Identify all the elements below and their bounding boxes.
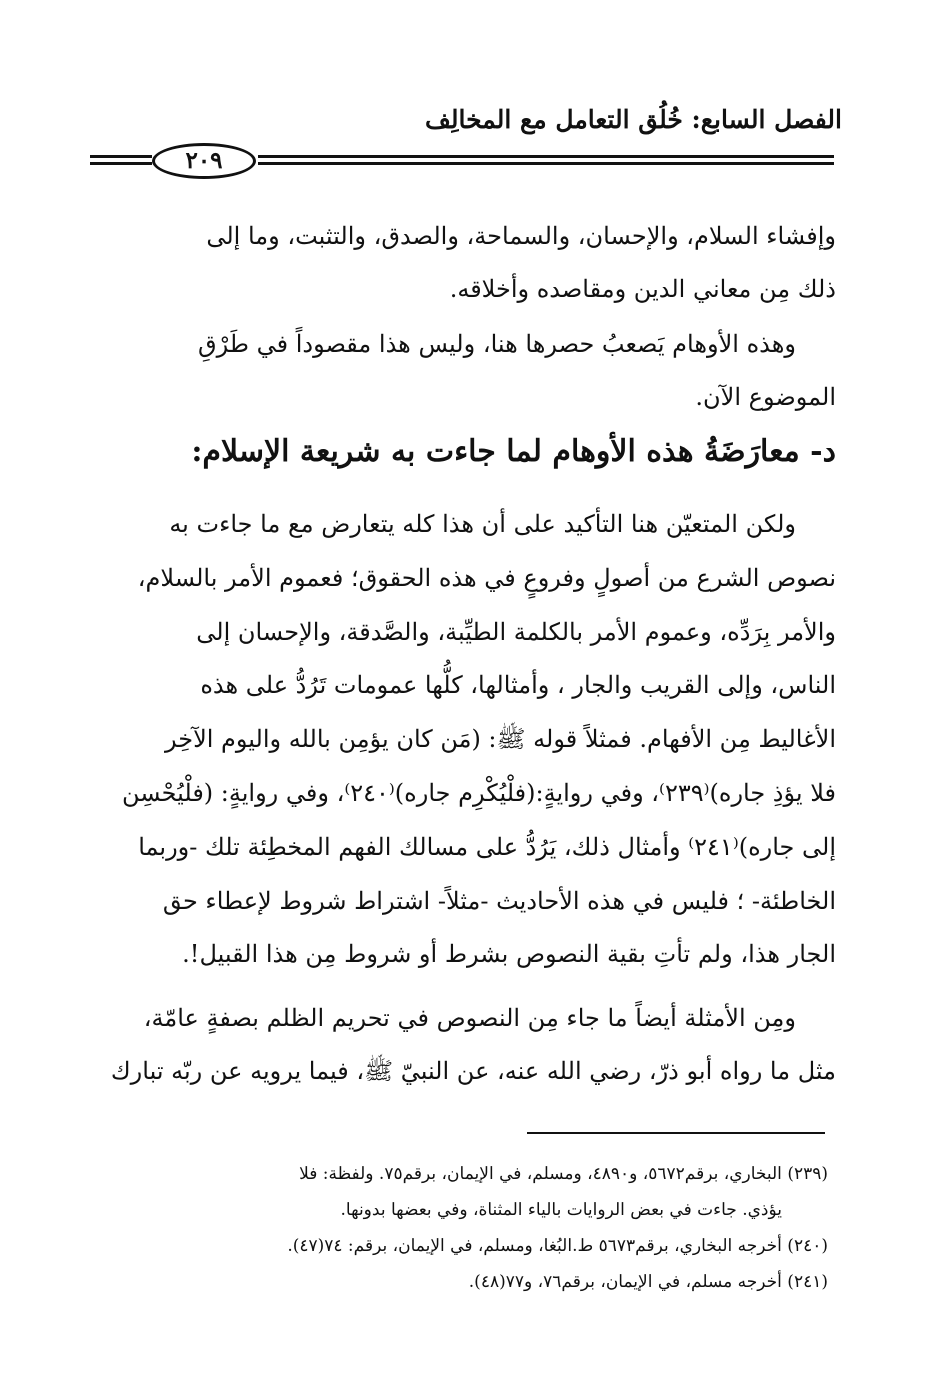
text-line: وهذه الأوهام يَصعبُ حصرها هنا، وليس هذا مقصوداً في طَرْقِ (198, 330, 796, 358)
header-rule (90, 143, 834, 187)
footnote-241: (٢٤١) أخرجه مسلم، في الإيمان، برقم٧٦، و٧٧(٤٨). (468, 1272, 828, 1292)
header-rule-line (258, 162, 834, 165)
section-heading: د- معارَضَةُ هذه الأوهام لما جاءت به شريعة الإسلام: (191, 434, 836, 469)
text-line: مثل ما رواه أبو ذرّ، رضي الله عنه، عن النبيّ ﷺ، فيما يرويه عن ربّه تبارك (110, 1057, 836, 1085)
footnote-240: (٢٤٠) أخرجه البخاري، برقم٥٦٧٣ ط.البُغا، ومسلم، في الإيمان، برقم: ٧٤(٤٧). (287, 1236, 828, 1256)
header-rule-line (90, 155, 152, 158)
text-line: ولكن المتعيّن هنا التأكيد على أن هذا كله يتعارض مع ما جاءت به (169, 510, 796, 538)
paragraph-2 (92, 318, 836, 424)
text-line: نصوص الشرع من أصولٍ وفروعٍ في هذه الحقوق؛ فعموم الأمر بالسلام، (137, 563, 836, 592)
text-line: إلى جاره)⁽٢٤١⁾ وأمثال ذلك، يَرُدُّ على مسالك الفهم المخطِئة تلك -وربما (138, 832, 836, 861)
header-rule-line (258, 155, 834, 158)
text-line: فلا يؤذِ جاره)⁽٢٣٩⁾، وفي روايةٍ:(فلْيُكْرِم جاره)⁽٢٤٠⁾، وفي روايةٍ: (فلْيُحْسِن (121, 778, 836, 807)
text-line: الخاطئة- ؛ فليس في هذه الأحاديث -مثلاً- اشتراط شروط لإعطاء حق (162, 886, 836, 915)
chapter-title: الفصل السابع: خُلُق التعامل مع المخالِف (425, 105, 842, 134)
paragraph-4 (92, 992, 836, 1098)
text-line: الجار هذا، ولم تأتِ بقية النصوص بشرط أو شروط مِن هذا القبيل!. (182, 940, 836, 969)
footnotes (92, 1156, 828, 1300)
text-line: ومِن الأمثلة أيضاً ما جاء مِن النصوص في تحريم الظلم بصفةٍ عامّة، (143, 1004, 796, 1032)
footnote-separator (527, 1132, 825, 1134)
header-rule-line (90, 162, 152, 165)
paragraph-3 (92, 498, 836, 982)
text-line: الأغاليط مِن الأفهام. فمثلاً قوله ﷺ: (مَن كان يؤمِن بالله واليوم الآخِر (164, 725, 836, 754)
footnote-239: (٢٣٩) البخاري، برقم٥٦٧٢، و٤٨٩٠، ومسلم، في الإيمان، برقم٧٥. ولفظة: فلا (299, 1164, 828, 1184)
text-line: ذلك مِن معاني الدين ومقاصده وأخلاقه. (449, 275, 836, 303)
paragraph-1 (92, 210, 836, 316)
footnote-239-continuation: يؤذي. جاءت في بعض الروايات بالياء المثناة، وفي بعضها بدونها. (340, 1200, 782, 1220)
text-line: وإفشاء السلام، والإحسان، والسماحة، والصدق، والتثبت، وما إلى (206, 222, 836, 250)
text-line: الناس، وإلى القريب والجار ، وأمثالها، كلُّها عمومات تَرُدُّ على هذه (200, 671, 836, 700)
text-line: الموضوع الآن. (695, 383, 836, 411)
page-number: ٢٠٩ (152, 143, 256, 179)
text-line: والأمر بِرَدِّه، وعموم الأمر بالكلمة الطيِّبة، والصَّدقة، والإحسان إلى (196, 617, 836, 646)
